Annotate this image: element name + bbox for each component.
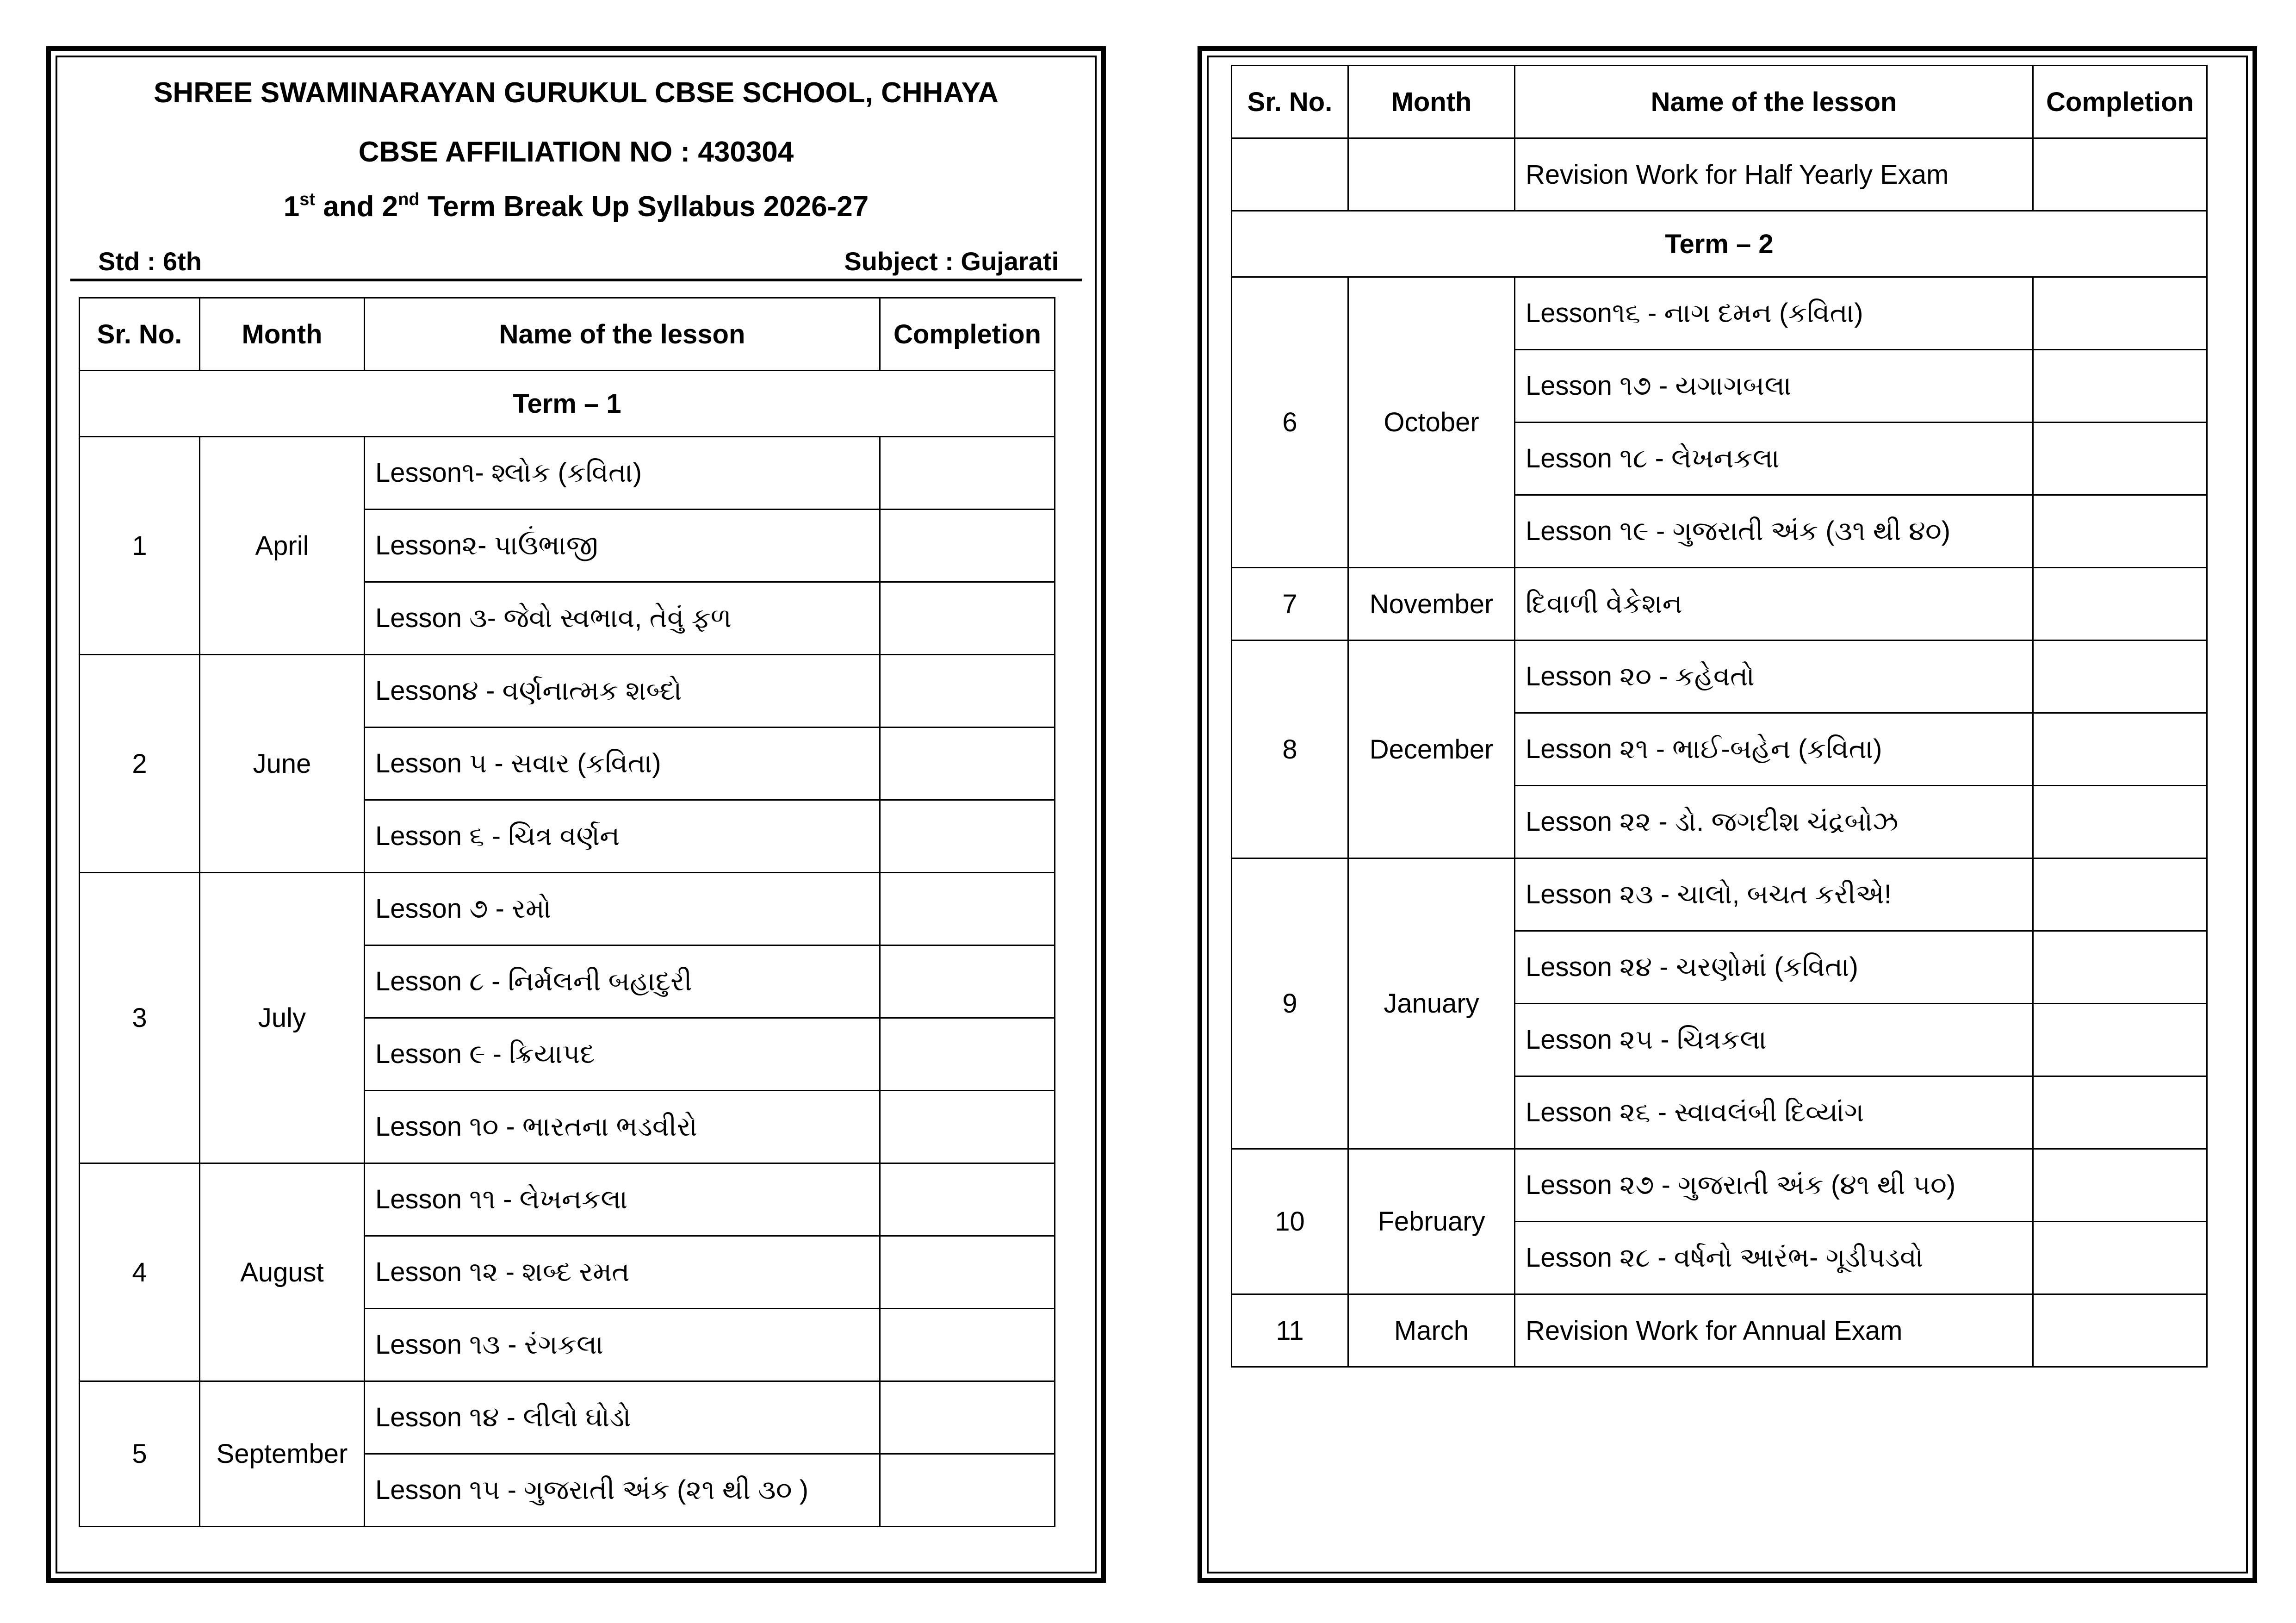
lesson-cell: Lesson ૧૭ - યગાગબલા — [1515, 350, 2033, 423]
sr-cell: 10 — [1232, 1149, 1348, 1294]
lesson-cell: Lesson ૧૪ - લીલો ઘોડો — [365, 1381, 880, 1454]
completion-cell — [880, 728, 1055, 800]
completion-cell — [2033, 931, 2207, 1004]
month-cell: June — [200, 655, 365, 873]
completion-cell — [880, 1381, 1055, 1454]
completion-cell — [2033, 1149, 2207, 1222]
month-cell: January — [1348, 858, 1515, 1149]
title-num1: 1 — [283, 191, 300, 223]
sr-cell — [1232, 138, 1348, 211]
table-row — [1232, 568, 2207, 640]
col-sr-header: Sr. No. — [1232, 66, 1348, 138]
sr-cell: 1 — [80, 437, 200, 655]
lesson-cell: Lesson ૧૦ - ભારતના ભડવીરો — [365, 1091, 880, 1163]
completion-cell — [2033, 640, 2207, 713]
lesson-cell: Lesson ૧૫ - ગુજરાતી અંક (૨૧ થી ૩૦ ) — [365, 1454, 880, 1527]
table-row — [80, 655, 1055, 728]
lesson-cell: Lesson ૧૯ - ગુજરાતી અંક (૩૧ થી ૪૦) — [1515, 495, 2033, 568]
col-lesson-header: Name of the lesson — [1515, 66, 2033, 138]
lesson-cell: Lesson૨- પાઉંભાજી — [365, 510, 880, 582]
standard-label: Std : 6th — [98, 247, 202, 276]
lesson-cell: Lesson ૧૩ - રંગકલા — [365, 1309, 880, 1381]
completion-cell — [2033, 277, 2207, 350]
title-rest: Term Break Up Syllabus 2026-27 — [419, 191, 869, 223]
table-row — [1232, 858, 2207, 931]
col-month-header: Month — [200, 298, 365, 371]
completion-cell — [2033, 495, 2207, 568]
completion-cell — [880, 1163, 1055, 1236]
month-cell: March — [1348, 1294, 1515, 1367]
sr-cell: 4 — [80, 1163, 200, 1381]
meta-row — [70, 238, 1082, 281]
completion-cell — [880, 655, 1055, 728]
lesson-cell: દિવાળી વેકેશન — [1515, 568, 2033, 640]
term2-row — [1232, 211, 2207, 277]
completion-cell — [2033, 1004, 2207, 1076]
lesson-cell: Lesson ૨૨ - ડો. જગદીશ ચંદ્રબોઝ — [1515, 786, 2033, 858]
lesson-cell: Lesson ૨૦ - કહેવતો — [1515, 640, 2033, 713]
lesson-cell: Lesson ૯ - ક્રિયાપદ — [365, 1018, 880, 1091]
lesson-cell: Lesson ૩- જેવો સ્વભાવ, તેવું ફળ — [365, 582, 880, 655]
lesson-cell: Lesson ૨૮ - વર્ષનો આરંભ- ગૂડીપડવો — [1515, 1222, 2033, 1294]
col-completion-header: Completion — [2033, 66, 2207, 138]
table-header-row — [1232, 66, 2207, 138]
month-cell: February — [1348, 1149, 1515, 1294]
month-cell: April — [200, 437, 365, 655]
lesson-cell: Lesson ૧૧ - લેખનકલા — [365, 1163, 880, 1236]
completion-cell — [2033, 786, 2207, 858]
term1-row — [80, 371, 1055, 437]
completion-cell — [880, 1309, 1055, 1381]
school-name: SHREE SWAMINARAYAN GURUKUL CBSE SCHOOL, CHHAYA — [154, 77, 999, 109]
completion-cell — [880, 510, 1055, 582]
lesson-cell: Lesson ૨૬ - સ્વાવલંબી દિવ્યાંગ — [1515, 1076, 2033, 1149]
completion-cell — [880, 1454, 1055, 1527]
lesson-cell: Lesson ૧૨ - શબ્દ રમત — [365, 1236, 880, 1309]
completion-cell — [880, 1236, 1055, 1309]
lesson-cell: Lesson ૫ - સવાર (કવિતા) — [365, 728, 880, 800]
completion-cell — [880, 1018, 1055, 1091]
table-row — [80, 1163, 1055, 1236]
month-cell: August — [200, 1163, 365, 1381]
title-sup2: nd — [398, 190, 420, 209]
lesson-cell: Lesson ૨૧ - ભાઈ-બહેન (કવિતા) — [1515, 713, 2033, 786]
sr-cell: 8 — [1232, 640, 1348, 858]
month-cell: October — [1348, 277, 1515, 568]
lesson-cell: Lesson ૬ - ચિત્ર વર્ણન — [365, 800, 880, 873]
completion-cell — [2033, 138, 2207, 211]
title-sup1: st — [299, 190, 315, 209]
completion-cell — [2033, 713, 2207, 786]
col-completion-header: Completion — [880, 298, 1055, 371]
half-yearly-revision: Revision Work for Half Yearly Exam — [1515, 138, 2033, 211]
lesson-cell: Lesson ૨૪ - ચરણોમાં (કવિતા) — [1515, 931, 2033, 1004]
completion-cell — [2033, 350, 2207, 423]
completion-cell — [2033, 568, 2207, 640]
month-cell: September — [200, 1381, 365, 1527]
term1-label: Term – 1 — [80, 371, 1055, 437]
lesson-cell: Revision Work for Annual Exam — [1515, 1294, 2033, 1367]
completion-cell — [2033, 1222, 2207, 1294]
table-row — [1232, 1294, 2207, 1367]
lesson-cell: Lesson ૭ - રમો — [365, 873, 880, 945]
col-month-header: Month — [1348, 66, 1515, 138]
completion-cell — [2033, 1294, 2207, 1367]
lesson-cell: Lesson ૧૮ - લેખનકલા — [1515, 423, 2033, 495]
lesson-cell: Lesson ૨૩ - ચાલો, બચત કરીએ! — [1515, 858, 2033, 931]
month-cell: July — [200, 873, 365, 1163]
affiliation-number: CBSE AFFILIATION NO : 430304 — [358, 136, 794, 168]
term1-table — [79, 297, 1055, 1527]
table-row — [80, 1381, 1055, 1454]
lesson-cell: Lesson૧૬ - નાગ દમન (કવિતા) — [1515, 277, 2033, 350]
term2-label: Term – 2 — [1232, 211, 2207, 277]
month-cell: December — [1348, 640, 1515, 858]
lesson-cell: Lesson ૨૭ - ગુજરાતી અંક (૪૧ થી ૫૦) — [1515, 1149, 2033, 1222]
month-cell — [1348, 138, 1515, 211]
month-cell: November — [1348, 568, 1515, 640]
sr-cell: 3 — [80, 873, 200, 1163]
lesson-cell: Lesson ૮ - નિર્મલની બહાદુરી — [365, 945, 880, 1018]
table-header-row — [80, 298, 1055, 371]
lesson-cell: Lesson૧- શ્લોક (કવિતા) — [365, 437, 880, 510]
completion-cell — [880, 800, 1055, 873]
syllabus-title — [51, 190, 1101, 223]
lesson-cell: Lesson૪ - વર્ણનાત્મક શબ્દો — [365, 655, 880, 728]
table-row — [1232, 138, 2207, 211]
table-row — [1232, 640, 2207, 713]
title-and: and 2 — [315, 191, 398, 223]
completion-cell — [880, 437, 1055, 510]
col-sr-header: Sr. No. — [80, 298, 200, 371]
table-row — [1232, 1149, 2207, 1222]
completion-cell — [2033, 423, 2207, 495]
col-lesson-header: Name of the lesson — [365, 298, 880, 371]
sr-cell: 7 — [1232, 568, 1348, 640]
sr-cell: 11 — [1232, 1294, 1348, 1367]
lesson-cell: Lesson ૨૫ - ચિત્રકલા — [1515, 1004, 2033, 1076]
sr-cell: 2 — [80, 655, 200, 873]
completion-cell — [2033, 1076, 2207, 1149]
table-row — [80, 873, 1055, 945]
subject-label: Subject : Gujarati — [844, 247, 1059, 276]
completion-cell — [2033, 858, 2207, 931]
sr-cell: 5 — [80, 1381, 200, 1527]
completion-cell — [880, 945, 1055, 1018]
sr-cell: 9 — [1232, 858, 1348, 1149]
table-row — [80, 437, 1055, 510]
completion-cell — [880, 582, 1055, 655]
sr-cell: 6 — [1232, 277, 1348, 568]
term2-table — [1231, 65, 2208, 1368]
table-row — [1232, 277, 2207, 350]
completion-cell — [880, 1091, 1055, 1163]
completion-cell — [880, 873, 1055, 945]
